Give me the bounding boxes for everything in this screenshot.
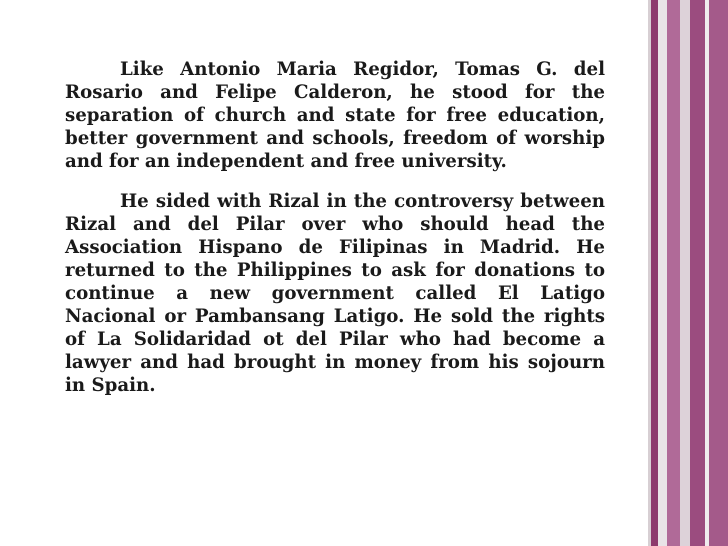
- stripe: [658, 0, 667, 546]
- paragraph-2: He sided with Rizal in the controversy between Rizal and del Pilar over who should head the Association Hispano de Filipinas in Madrid. He returned to the Philippines to ask for donations to continue a new government called El Latigo Nacional or Pambansang Latigo. He sold the rights of La Solidaridad ot del Pilar who had become a lawyer and had brought in money from his sojourn in Spain.: [65, 191, 605, 396]
- decorative-stripe-band: [648, 0, 728, 546]
- stripe: [667, 0, 680, 546]
- stripe: [690, 0, 705, 546]
- paragraph-1: Like Antonio Maria Regidor, Tomas G. del Rosario and Felipe Calderon, he stood for the separation of church and state for free education, better government and schools, freedom of worship and for an independent and free university.: [65, 59, 605, 172]
- stripe: [651, 0, 658, 546]
- stripe: [680, 0, 690, 546]
- slide-body: [65, 58, 605, 397]
- stripe: [709, 0, 728, 546]
